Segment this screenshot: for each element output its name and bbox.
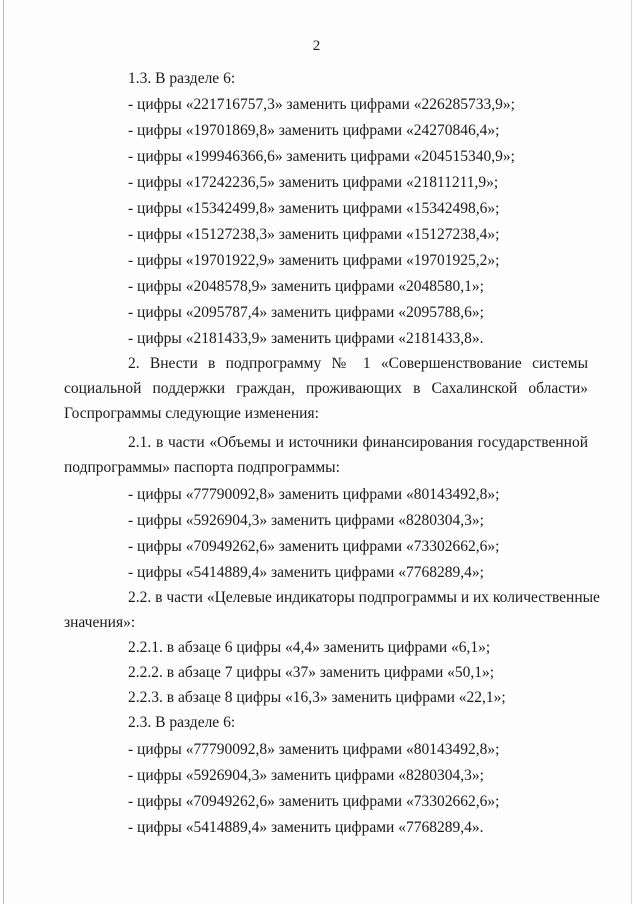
list-item: 2.2.1. в абзаце 6 цифры «4,4» заменить цифрами «6,1»; — [128, 639, 491, 656]
paragraph-line: Госпрограммы следующие изменения: — [64, 405, 319, 422]
list-item: - цифры «15127238,3» заменить цифрами «15127238,4»; — [128, 226, 500, 243]
list-item: - цифры «2048578,9» заменить цифрами «2048580,1»; — [128, 278, 484, 295]
list-item: - цифры «17242236,5» заменить цифрами «21811211,9»; — [128, 174, 499, 191]
paragraph-line: социальной поддержки граждан, проживающих в Сахалинской области» — [64, 380, 588, 397]
list-item: - цифры «77790092,8» заменить цифрами «80143492,8»; — [128, 486, 500, 503]
page-number: 2 — [312, 38, 321, 54]
list-item: - цифры «15342499,8» заменить цифрами «15342498,6»; — [128, 200, 500, 217]
section-heading-1-3: 1.3. В разделе 6: — [128, 70, 236, 87]
list-item: - цифры «19701922,9» заменить цифрами «19701925,2»; — [128, 252, 500, 269]
list-item: - цифры «5414889,4» заменить цифрами «7768289,4»; — [128, 564, 484, 581]
list-item: - цифры «5414889,4» заменить цифрами «7768289,4». — [128, 819, 484, 836]
list-item: - цифры «19701869,8» заменить цифрами «24270846,4»; — [128, 122, 500, 139]
list-item: 2.2.2. в абзаце 7 цифры «37» заменить цифрами «50,1»; — [128, 664, 495, 681]
list-item: - цифры «70949262,6» заменить цифрами «73302662,6»; — [128, 538, 500, 555]
paragraph-line: подпрограммы» паспорта подпрограммы: — [64, 459, 340, 476]
paragraph-line: 2. Внести в подпрограмму № 1 «Совершенствование системы — [128, 355, 588, 372]
list-item: - цифры «221716757,3» заменить цифрами «226285733,9»; — [128, 96, 515, 113]
section-heading-2-3: 2.3. В разделе 6: — [128, 714, 236, 731]
paragraph-line: значения»: — [64, 614, 136, 631]
list-item: - цифры «5926904,3» заменить цифрами «8280304,3»; — [128, 512, 484, 529]
paragraph-line: 2.2. в части «Целевые индикаторы подпрограммы и их количественные — [128, 589, 600, 606]
list-item: - цифры «199946366,6» заменить цифрами «204515340,9»; — [128, 148, 515, 165]
list-item: - цифры «77790092,8» заменить цифрами «80143492,8»; — [128, 741, 500, 758]
list-item: - цифры «5926904,3» заменить цифрами «8280304,3»; — [128, 767, 484, 784]
list-item: - цифры «2095787,4» заменить цифрами «2095788,6»; — [128, 304, 484, 321]
list-item: - цифры «2181433,9» заменить цифрами «2181433,8». — [128, 330, 484, 347]
scan-edge-left — [3, 0, 4, 904]
list-item: - цифры «70949262,6» заменить цифрами «73302662,6»; — [128, 793, 500, 810]
paragraph-line: 2.1. в части «Объемы и источники финансирования государственной — [128, 434, 588, 451]
scan-edge-right — [631, 0, 632, 904]
list-item: 2.2.3. в абзаце 8 цифры «16,3» заменить цифрами «22,1»; — [128, 689, 506, 706]
